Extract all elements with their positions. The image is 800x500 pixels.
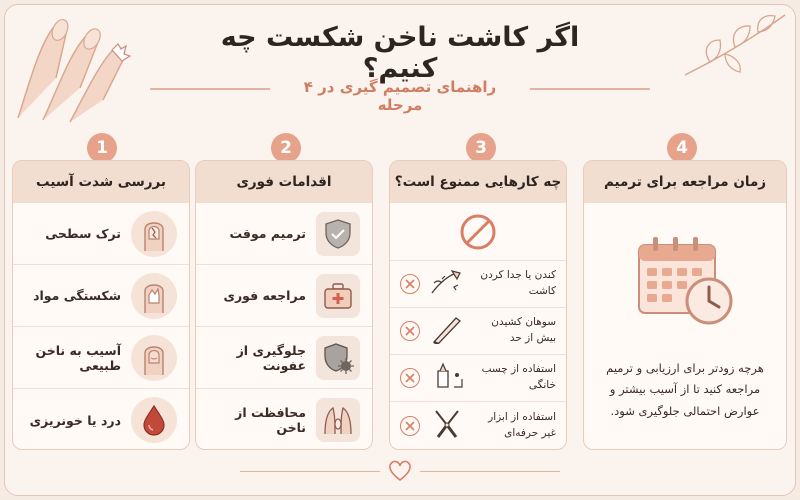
list-item bbox=[196, 265, 372, 327]
item-label: ترک سطحی bbox=[45, 226, 121, 241]
step-card-severity bbox=[12, 160, 190, 450]
nail-file-icon bbox=[428, 314, 466, 348]
item-label: ترمیم موقت bbox=[229, 226, 306, 241]
item-label: آسیب به ناخن طبیعی bbox=[35, 342, 121, 373]
item-label: کندن یا جدا کردن کاشت bbox=[480, 269, 556, 297]
item-label: درد یا خونریزی bbox=[29, 412, 121, 428]
item-label: محافظت از ناخن bbox=[235, 405, 306, 435]
advice-text: هرچه زودتر برای ارزیابی و ترمیم مراجعه کنید تا از آسیب بیشتر و عوارض احتمالی جلوگیری شود. bbox=[606, 361, 764, 418]
list-item bbox=[390, 308, 566, 355]
heart-icon bbox=[388, 460, 412, 482]
divider-line bbox=[420, 471, 560, 472]
hand-nails-illustration bbox=[8, 8, 158, 128]
item-label: استفاده از ابزار غیر حرفه‌ای bbox=[488, 410, 556, 439]
shield-check-icon bbox=[316, 212, 360, 256]
page-subtitle: راهنمای تصمیم گیری در ۴ مرحله bbox=[303, 78, 497, 114]
item-label: سوهان کشیدن بیش از حد bbox=[491, 316, 556, 344]
list-item bbox=[13, 265, 189, 327]
x-mark-icon bbox=[400, 274, 420, 294]
card-title: زمان مراجعه برای ترمیم bbox=[584, 161, 786, 203]
item-label: جلوگیری از عفونت bbox=[236, 342, 306, 373]
leaf-branch-icon bbox=[680, 10, 790, 80]
blood-drop-icon bbox=[131, 397, 177, 443]
step-badge-1: 1 bbox=[87, 133, 117, 163]
step-card-immediate-actions bbox=[195, 160, 373, 450]
broken-nail-icon bbox=[131, 273, 177, 319]
list-item bbox=[196, 203, 372, 265]
card-title: بررسی شدت آسیب bbox=[13, 161, 189, 203]
list-item bbox=[390, 355, 566, 402]
step-badge-3: 3 bbox=[466, 133, 496, 163]
pull-nail-icon bbox=[428, 267, 466, 301]
list-item bbox=[196, 327, 372, 389]
list-item bbox=[13, 327, 189, 389]
list-item bbox=[13, 389, 189, 450]
hands-protect-icon bbox=[316, 398, 360, 442]
step-card-prohibited bbox=[389, 160, 567, 450]
pliers-icon bbox=[428, 409, 466, 443]
step-card-repair-time bbox=[583, 160, 787, 450]
glue-icon bbox=[428, 361, 466, 395]
step-badge-2: 2 bbox=[271, 133, 301, 163]
list-item bbox=[390, 261, 566, 308]
divider-line bbox=[240, 471, 380, 472]
list-item bbox=[196, 389, 372, 450]
nail-crack-icon bbox=[131, 211, 177, 257]
item-label: شکستگی مواد bbox=[33, 288, 121, 303]
item-label: استفاده از چسب خانگی bbox=[481, 363, 556, 391]
step-badge-4: 4 bbox=[667, 133, 697, 163]
x-mark-icon bbox=[400, 416, 420, 436]
prohibited-icon bbox=[458, 212, 498, 252]
card-title: چه کارهایی ممنوع است؟ bbox=[390, 161, 566, 203]
natural-nail-icon bbox=[131, 335, 177, 381]
shield-virus-icon bbox=[316, 336, 360, 380]
divider-line bbox=[530, 88, 650, 90]
first-aid-kit-icon bbox=[316, 274, 360, 318]
divider-line bbox=[150, 88, 270, 90]
calendar-clock-icon bbox=[635, 233, 735, 329]
item-label: مراجعه فوری bbox=[223, 288, 306, 303]
list-item bbox=[13, 203, 189, 265]
page-title: اگر کاشت ناخن شکست چه کنیم؟ bbox=[220, 22, 580, 84]
x-mark-icon bbox=[400, 321, 420, 341]
list-item bbox=[390, 402, 566, 449]
x-mark-icon bbox=[400, 368, 420, 388]
card-title: اقدامات فوری bbox=[196, 161, 372, 203]
